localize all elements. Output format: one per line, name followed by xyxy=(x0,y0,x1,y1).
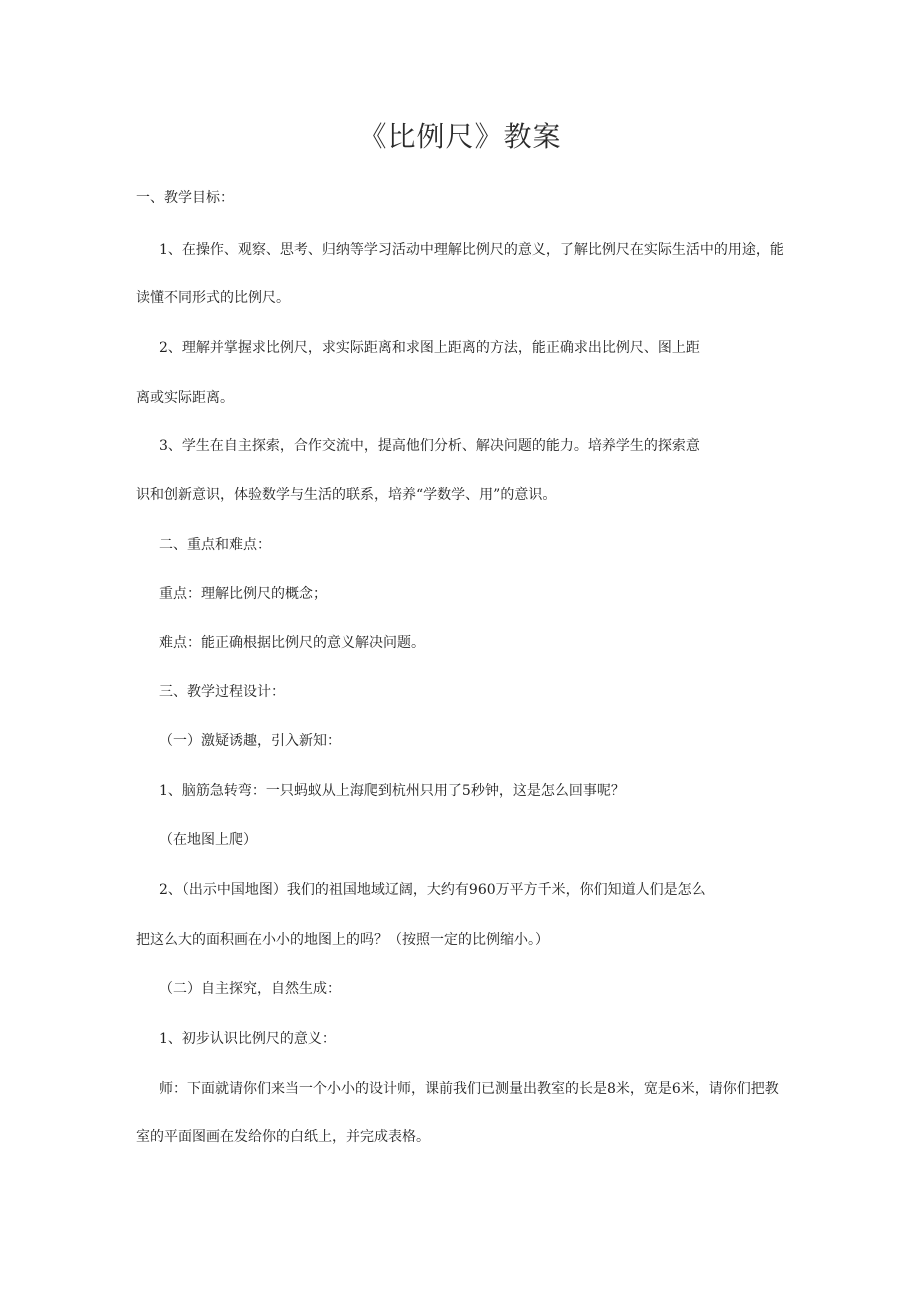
paragraph-line: （在地图上爬） xyxy=(159,832,257,848)
paragraph-line: 师：下面就请你们来当一个小小的设计师，课前我们已测量出教室的长是8米，宽是6米，请你们把教 xyxy=(159,1081,779,1097)
paragraph-line: 离或实际距离。 xyxy=(136,390,234,406)
paragraph-line: 识和创新意识，体验数学与生活的联系，培养“学数学、用”的意识。 xyxy=(136,487,557,503)
paragraph-line: 2、（出示中国地图）我们的祖国地域辽阔，大约有960万平方千米，你们知道人们是怎么 xyxy=(159,882,706,898)
section-heading-key-points: 二、重点和难点： xyxy=(159,537,271,553)
paragraph-line: 难点：能正确根据比例尺的意义解决问题。 xyxy=(159,635,425,651)
document-title: 《比例尺》教案 xyxy=(358,120,562,153)
paragraph-line: 室的平面图画在发给你的白纸上，并完成表格。 xyxy=(136,1129,430,1145)
paragraph-line: 读懂不同形式的比例尺。 xyxy=(136,290,290,306)
paragraph-line: 重点：理解比例尺的概念； xyxy=(159,586,327,602)
paragraph-line: 2、理解并掌握求比例尺，求实际距离和求图上距离的方法，能正确求出比例尺、图上距 xyxy=(159,340,700,356)
paragraph-line: 1、脑筋急转弯：一只蚂蚁从上海爬到杭州只用了5秒钟，这是怎么回事呢？ xyxy=(159,783,625,799)
subsection-heading: （二）自主探究，自然生成： xyxy=(159,981,341,997)
subsection-heading: （一）激疑诱趣，引入新知： xyxy=(159,733,341,749)
paragraph-line: 1、初步认识比例尺的意义： xyxy=(159,1031,336,1047)
section-heading-objectives: 一、教学目标： xyxy=(136,190,234,206)
paragraph-line: 3、学生在自主探索，合作交流中，提高他们分析、解决问题的能力。培养学生的探索意 xyxy=(159,438,700,454)
paragraph-line: 把这么大的面积画在小小的地图上的吗？（按照一定的比例缩小。） xyxy=(136,932,549,948)
section-heading-process: 三、教学过程设计： xyxy=(159,684,285,700)
paragraph-line: 1、在操作、观察、思考、归纳等学习活动中理解比例尺的意义，了解比例尺在实际生活中的用途，能 xyxy=(159,242,784,258)
